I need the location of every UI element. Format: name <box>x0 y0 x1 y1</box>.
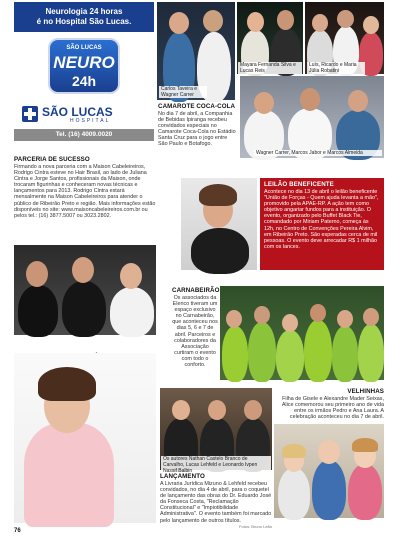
parceria-text: Firmando a nova parceria com a Maison Cabeleireiros, Rodrigo Cintra esteve no Hair Brasil, ao lado de Juliana Cintra e Jorge Santos, profissionais da Maison, onde trocaram figurinhas e conheceram novas técnicas e lançamentos para 2013. Rodrigo Cintra estará mensalmente na Maison Cabeleireiros para atender o público de Ribeirão Preto e região. Mais informações estão disponíveis no site: www.maisoncabeleireiros.com.br ou pelos tel.: (16) 3877.5007 ou 3023.2802. <box>14 164 156 219</box>
camarote-article <box>158 103 238 148</box>
ad-line1: Neurologia 24 horas <box>45 7 123 16</box>
velhinhas-text: Filha de Gisele e Alexandre Mader Seixas, Alice comemorou seu primeiro ano de vida entre os irmãos Pedro e Ana Laura. A celebração aconteceu no dia 7 de abril. <box>281 396 384 421</box>
badge-main: NEURO <box>53 53 115 72</box>
ad-line2: é no Hospital São Lucas. <box>36 17 132 26</box>
velhinhas-article <box>278 388 384 420</box>
photo-mayara-lucas <box>237 2 303 74</box>
hospital-sub: HOSPITAL <box>70 118 111 124</box>
photo-parceria <box>14 245 156 335</box>
camarote-text: No dia 7 de abril, a Companhia de Bebidas Ipiranga recebeu convidados especiais no Camarote Coca-Cola no Estádio Santa Cruz para o jogo entre São Paulo e Botafogo. <box>158 111 236 148</box>
leilao-article <box>260 178 384 270</box>
parceria-article <box>14 156 156 219</box>
hospital-logo <box>22 104 150 126</box>
lancamento-title: LANÇAMENTO <box>160 473 205 480</box>
badge-top: SÃO LUCAS <box>66 45 102 51</box>
leilao-title: LEILÃO BENEFICENTE <box>264 181 334 188</box>
neuro-badge <box>48 38 120 94</box>
hospital-ad[interactable] <box>14 2 154 146</box>
hospital-logo-icon <box>22 106 38 122</box>
photo-velhinhas <box>274 424 384 518</box>
photo-leilao-woman <box>181 178 257 270</box>
carnabeirao-article <box>172 287 218 368</box>
carnabeirao-text: Os associados da Elenco tiveram um espaço exclusivo no Carnabeirão, que aconteceu nos dias 5, 6 e 7 de abril. Parceiros e colaboradores da Associação curtiram o evento com todo o conforto. <box>172 295 218 369</box>
ad-phone: Tel. (16) 4009.0020 <box>14 129 154 141</box>
photo-lancamento <box>160 388 272 474</box>
leilao-text: Acontece no dia 13 de abril o leilão beneficente "União de Forças - Quem ajuda levanta a mão", promovido pela APAE-RP. A ação tem como objetivo angariar fundos para a instituição. O evento, organizado pelo Buffet Black Tie, comandado por Miriam Paterno, começa às 12h, no Centro de Convenções Pereira Alvim, em Ribeirão Preto. São esperadas cerca de mil pessoas. O evento deve arrecadar R$ 1 milhão com os lances. <box>264 189 379 250</box>
carnabeirao-title: CARNABEIRÃO <box>172 287 220 294</box>
page-number: 76 <box>14 528 21 534</box>
camarote-title: CAMAROTE COCA-COLA <box>158 103 236 110</box>
photo-taveira-carrer <box>157 2 235 100</box>
badge-sub: 24h <box>71 73 97 89</box>
lancamento-article <box>160 473 272 529</box>
parceria-title: PARCERIA DE SUCESSO <box>14 156 90 163</box>
lancamento-text: A Livraria Jurídica Mizuno & Lehfeld recebeu convidados, no dia 4 de abril, para o coquetel de lançamento das obras do Dr. Eduardo José da Fonseca Costa, "Reclamação Constitucional" e "Impiotibilidade Administrativa". O evento também foi marcado pelo lançamento de outros títulos. <box>160 481 272 524</box>
lancamento-credit: Fotos: Bruno Leão <box>239 523 272 529</box>
caption-taveira-carrer: Carlos Taveira e Wagner Carrer <box>159 86 207 98</box>
caption-robatini: Luís, Ricardo e Maria Júlia Robatini <box>307 62 365 74</box>
photo-robatini <box>305 2 384 74</box>
caption-camarote: Wagner Carrer, Marcos Jabor e Marcos Almeida <box>254 150 382 156</box>
ad-headline-box <box>14 2 154 32</box>
photo-camarote <box>240 76 384 158</box>
hospital-name: SÃO LUCAS <box>42 105 113 119</box>
caption-lancamento: Os autores Nathan Castelo Branco de Carvalho, Lucas Lehfeld e Leonardo Ivpen Nassif Balbin <box>161 456 271 474</box>
velhinhas-title: VELHINHAS <box>347 388 384 395</box>
caption-mayara-lucas: Mayara Fernanda Silva e Lucas Reis <box>238 62 302 74</box>
photo-parabens <box>14 353 156 523</box>
photo-carnabeirao <box>220 286 384 380</box>
